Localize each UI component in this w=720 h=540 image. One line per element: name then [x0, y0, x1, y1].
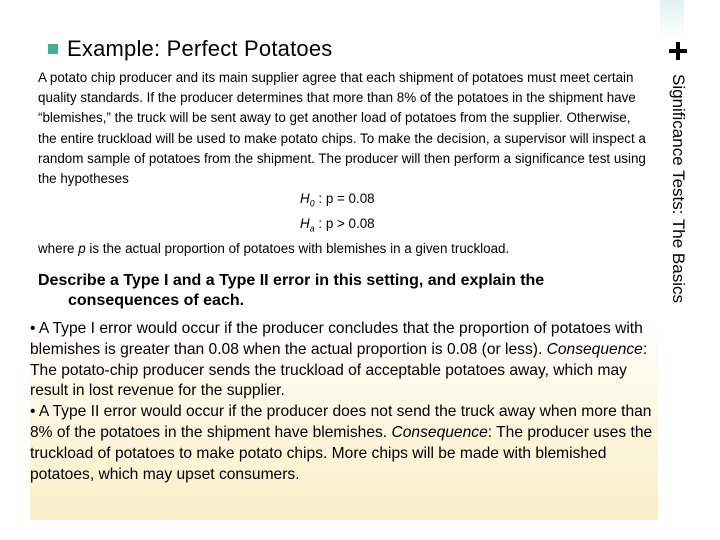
question-line-1: Describe a Type I and a Type II error in this setting, and explain the — [38, 272, 545, 289]
null-hypothesis: $H_0$ : p = 0.08 — [300, 191, 375, 209]
alt-hypothesis: $H_a$ : p > 0.08 — [300, 216, 375, 234]
question-text — [38, 271, 658, 311]
type-1-error: • A Type I error would occur if the producer concludes that the proportion of potatoes with blemishes is greater than 0.08 when the actual proportion is 0.08 (or less). Consequence: The potato-chip producer sends the truckload of acceptable potatoes away, which may result in lost revenue for the supplier. — [30, 320, 648, 400]
question-line-2: consequences of each. — [68, 292, 245, 309]
heading-text: Example: Perfect Potatoes — [67, 36, 333, 61]
plus-icon — [669, 42, 687, 60]
side-accent — [660, 0, 684, 40]
square-bullet-icon — [48, 44, 58, 54]
type-2-error: • A Type II error would occur if the producer does not send the truck away when more than 8% of the potatoes in the shipment have blemishes. Consequence: The producer uses the truckload of potatoes to make potato chips. More chips will be made with blemished potatoes, which may upset consumers. — [30, 403, 653, 483]
intro-paragraph: A potato chip producer and its main supplier agree that each shipment of potatoes must meet certain quality standards. If the producer determines that more than 8% of the potatoes in the shipment have “blemishes,” the truck will be sent away to get another load of potatoes from the supplier. Otherwise, the entire truckload will be used to make potato chips. To make the decision, a supervisor will inspect a random sample of potatoes from the shipment. The producer will then perform a significance test using the hypotheses — [38, 70, 646, 187]
where-line: where p is the actual proportion of potatoes with blemishes in a given truckload. — [38, 240, 510, 256]
answer-text — [30, 319, 660, 485]
intro-text — [38, 68, 646, 259]
slide-heading — [48, 36, 332, 62]
side-title: Significance Tests: The Basics — [669, 74, 688, 303]
